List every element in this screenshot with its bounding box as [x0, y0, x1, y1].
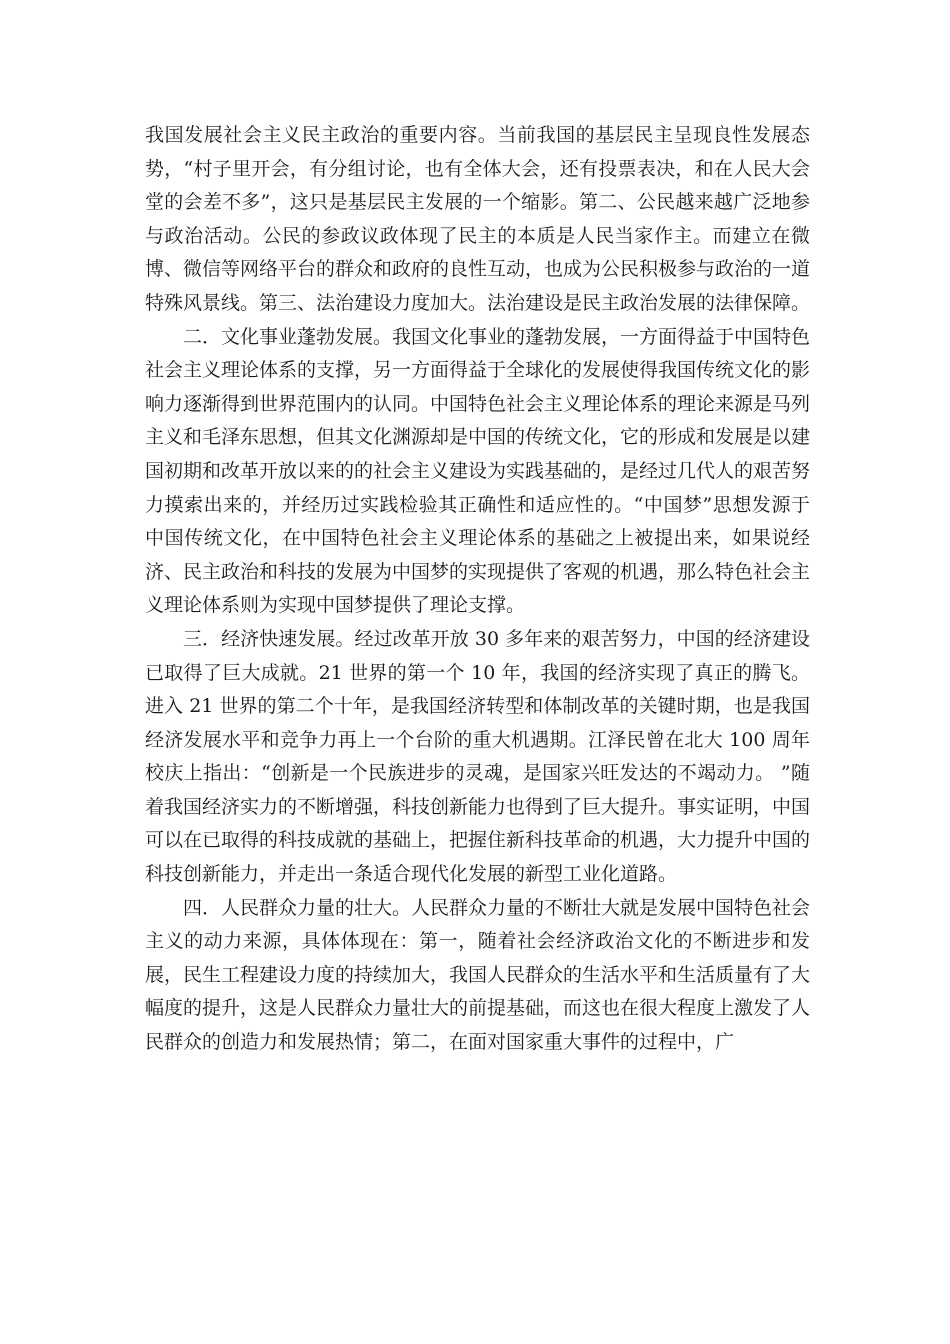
paragraph-people: 四．人民群众力量的壮大。人民群众力量的不断壮大就是发展中国特色社会主义的动力来源，具体体现在：第一，随着社会经济政治文化的不断进步和发展，民生工程建设力度的持续加大，我国人民群众的生活水平和生活质量有了大幅度的提升，这是人民群众力量壮大的前提基础，而这也在很大程度上激发了人民群众的创造力和发展热情；第二，在面对国家重大事件的过程中，广: [145, 896, 811, 1054]
document-body: [145, 119, 810, 1060]
paragraph-democracy-continuation: 我国发展社会主义民主政治的重要内容。当前我国的基层民主呈现良性发展态势，“村子里开会，有分组讨论，也有全体大会，还有投票表决，和在人民大会堂的会差不多”，这只是基层民主发展的一个缩影。第二、公民越来越广泛地参与政治活动。公民的参政议政体现了民主的本质是人民当家作主。而建立在微博、微信等网络平台的群众和政府的良性互动，也成为公民积极参与政治的一道特殊风景线。第三、法治建设力度加大。法治建设是民主政治发展的法律保障。: [145, 124, 811, 314]
paragraph-culture: 二．文化事业蓬勃发展。我国文化事业的蓬勃发展，一方面得益于中国特色社会主义理论体系的支撑，另一方面得益于全球化的发展使得我国传统文化的影响力逐渐得到世界范围内的认同。中国特色社会主义理论体系的理论来源是马列主义和毛泽东思想，但其文化渊源却是中国的传统文化，它的形成和发展是以建国初期和改革开放以来的的社会主义建设为实践基础的，是经过几代人的艰苦努力摸索出来的，并经历过实践检验其正确性和适应性的。“中国梦”思想发源于中国传统文化，在中国特色社会主义理论体系的基础之上被提出来，如果说经济、民主政治和科技的发展为中国梦的实现提供了客观的机遇，那么特色社会主义理论体系则为实现中国梦提供了理论支撑。: [145, 325, 811, 617]
paragraph-economy: 三．经济快速发展。经过改革开放 30 多年来的艰苦努力，中国的经济建设已取得了巨大成就。21 世界的第一个 10 年，我国的经济实现了真正的腾飞。进入 21 世界的第二个十年，是我国经济转型和体制改革的关键时期，也是我国经济发展水平和竞争力再上一个台阶的重大机遇期。江泽民曾在北大 100 周年校庆上指出：“创新是一个民族进步的灵魂，是国家兴旺发达的不竭动力。 ”随着我国经济实力的不断增强，科技创新能力也得到了巨大提升。事实证明，中国可以在已取得的科技成就的基础上，把握住新科技革命的机遇，大力提升中国的科技创新能力，并走出一条适合现代化发展的新型工业化道路。: [145, 627, 811, 886]
